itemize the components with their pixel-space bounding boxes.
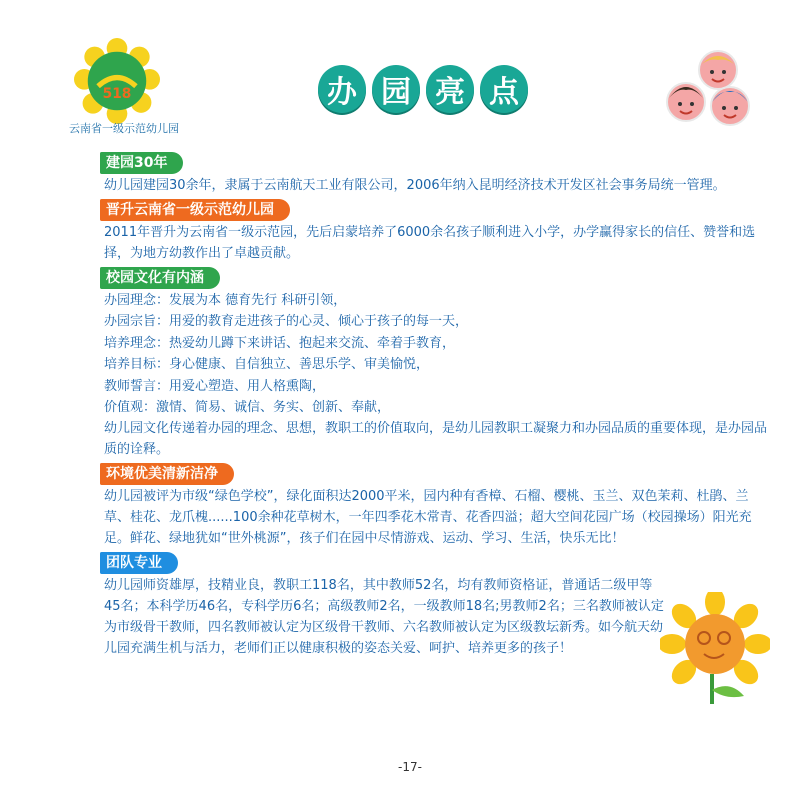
section-text: 幼儿园被评为市级“绿色学校”，绿化面积达2000平米，园内种有香樟、石榴、樱桃、玉兰、双色茉莉、杜鹃、兰草、桂花、龙爪槐......100余种花草树木，一年四季花木常青、花香四溢；超大空间花园广场（校园操场）阳光充足。鲜花、绿地犹如“世外桃源”，孩子们在园中尽情游戏、运动、学习、生活，快乐无比！ (104, 489, 752, 547)
section-text: 幼儿园文化传递着办园的理念、思想，教职工的价值取向，是幼儿园教职工凝聚力和办园品质的重要体现，是办园品质的诠释。 (104, 421, 768, 458)
sunflower-logo-icon (74, 38, 160, 124)
sunflower-mascot-icon (660, 592, 770, 710)
culture-line: 价值观：激情、简易、诚信、务实、创新、奉献， (104, 400, 391, 416)
children-faces-icon (666, 50, 752, 128)
page-title (315, 62, 531, 116)
culture-line: 教师誓言：用爱心塑造、用人格熏陶， (104, 378, 326, 394)
culture-line: 办园宗旨：用爱的教育走进孩子的心灵、倾心于孩子的每一天， (104, 314, 469, 330)
section-environment (100, 463, 770, 549)
section-heading: 晋升云南省一级示范幼儿园 (100, 199, 290, 221)
section-promotion (100, 199, 770, 264)
title-char: 办 (318, 65, 366, 113)
section-heading: 校园文化有内涵 (100, 267, 220, 289)
content (100, 152, 770, 662)
section-heading: 环境优美清新洁净 (100, 463, 234, 485)
logo-caption: 云南省一级示范幼儿园 (69, 122, 179, 135)
section-text: 幼儿园建园30余年，隶属于云南航天工业有限公司，2006年纳入昆明经济技术开发区社会事务局统一管理。 (104, 178, 726, 193)
section-text: 幼儿园师资雄厚，技精业良，教职工118名，其中教师52名，均有教师资格证，普通话二级甲等45名；本科学历46名，专科学历6名；高级教师2名，一级教师18名;男教师2名；三名教师被认定为市级骨干教师，四名教师被认定为区级骨干教师、六名教师被认定为区级教坛新秀。如今航天幼儿园充满生机与活力，老师们正以健康积极的姿态关爱、呵护、培养更多的孩子！ (104, 578, 664, 657)
svg-text:518: 518 (102, 86, 132, 103)
culture-line: 培养目标：身心健康、自信独立、善思乐学、审美愉悦， (104, 357, 430, 373)
section-heading: 建园30年 (100, 152, 183, 174)
culture-line: 办园理念：发展为本 德育先行 科研引领， (104, 293, 347, 308)
title-char: 园 (372, 65, 420, 113)
title-char: 亮 (426, 65, 474, 113)
section-culture (100, 267, 770, 460)
page-number: -17- (398, 760, 422, 774)
section-founding (100, 152, 770, 196)
culture-line: 培养理念：热爱幼儿蹲下来讲话、抱起来交流、牵着手教育， (104, 335, 456, 351)
section-text: 2011年晋升为云南省一级示范园，先后启蒙培养了6000余名孩子顺利进入小学，办学赢得家长的信任、赞誉和选择，为地方幼教作出了卓越贡献。 (104, 225, 756, 261)
title-char: 点 (480, 65, 528, 113)
section-heading: 团队专业 (100, 552, 178, 574)
